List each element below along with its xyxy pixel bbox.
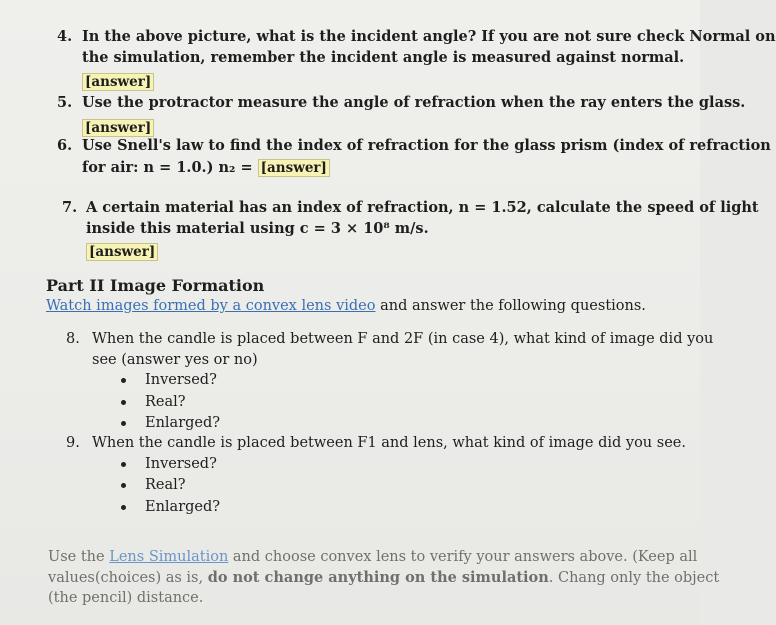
q5-line1: Use the protractor measure the angle of refraction when the ray enters the glass.: [82, 94, 746, 111]
q6-number: 6.: [57, 137, 73, 154]
footer-prefix: Use the: [48, 549, 110, 565]
footer-line2-prefix: values(choices) as is,: [48, 570, 208, 586]
bullet-dot: [121, 462, 126, 467]
q6-line2: [82, 158, 330, 178]
q8-inversed: Inversed?: [145, 372, 217, 388]
footer-line1: [48, 547, 697, 567]
bullet-dot: [121, 505, 126, 510]
q7-number: 7.: [62, 199, 78, 216]
footer-line2-rest: . Chang only the object: [548, 570, 720, 586]
q9-line1: When the candle is placed between F1 and lens, what kind of image did you see.: [92, 435, 686, 451]
bullet-dot: [121, 400, 126, 405]
footer-line3: (the pencil) distance.: [48, 590, 204, 606]
q6-line1: Use Snell's law to find the index of refraction for the glass prism (index of refraction: [82, 137, 771, 154]
q7-line1: A certain material has an index of refraction, n = 1.52, calculate the speed of light: [86, 199, 759, 216]
q4-answer-text: [answer]: [82, 73, 154, 91]
q9-enlarged: Enlarged?: [145, 499, 221, 515]
lens-simulation-link[interactable]: Lens Simulation: [109, 549, 229, 565]
footer-line2: [48, 568, 719, 588]
q4-line1: In the above picture, what is the incident angle? If you are not sure check Normal on: [82, 28, 776, 45]
q9-number: 9.: [66, 435, 80, 451]
q8-line2: see (answer yes or no): [92, 352, 258, 368]
q7-line2: inside this material using c = 3 × 10⁸ m/s.: [86, 220, 429, 237]
q4-answer-placeholder[interactable]: [82, 71, 154, 91]
q7-answer-placeholder[interactable]: [86, 241, 158, 261]
q5-answer-text: [answer]: [82, 119, 154, 137]
footer-line1-rest: and choose convex lens to verify your answers above. (Keep all: [228, 549, 698, 565]
footer-line2-bold: do not change anything on the simulation: [207, 569, 549, 586]
video-instruction: [46, 296, 646, 316]
q5-number: 5.: [57, 94, 73, 111]
bullet-dot: [121, 378, 126, 383]
q8-number: 8.: [66, 331, 80, 347]
bullet-dot: [121, 421, 126, 426]
q9-inversed: Inversed?: [145, 456, 217, 472]
q5-answer-placeholder[interactable]: [82, 117, 154, 137]
video-instruction-rest: and answer the following questions.: [375, 298, 646, 314]
q6-answer-placeholder[interactable]: [answer]: [258, 159, 330, 177]
q6-line2-text: for air: n = 1.0.) n₂ =: [82, 159, 258, 176]
q7-answer-text: [answer]: [86, 243, 158, 261]
q9-real: Real?: [145, 477, 186, 493]
section-title: Part II Image Formation: [46, 276, 265, 295]
q8-real: Real?: [145, 394, 186, 410]
convex-lens-video-link[interactable]: Watch images formed by a convex lens video: [46, 298, 376, 314]
q4-number: 4.: [57, 28, 73, 45]
q8-line1: When the candle is placed between F and 2F (in case 4), what kind of image did you: [92, 331, 714, 347]
q8-enlarged: Enlarged?: [145, 415, 221, 431]
q4-line2: the simulation, remember the incident angle is measured against normal.: [82, 49, 685, 66]
bullet-dot: [121, 483, 126, 488]
